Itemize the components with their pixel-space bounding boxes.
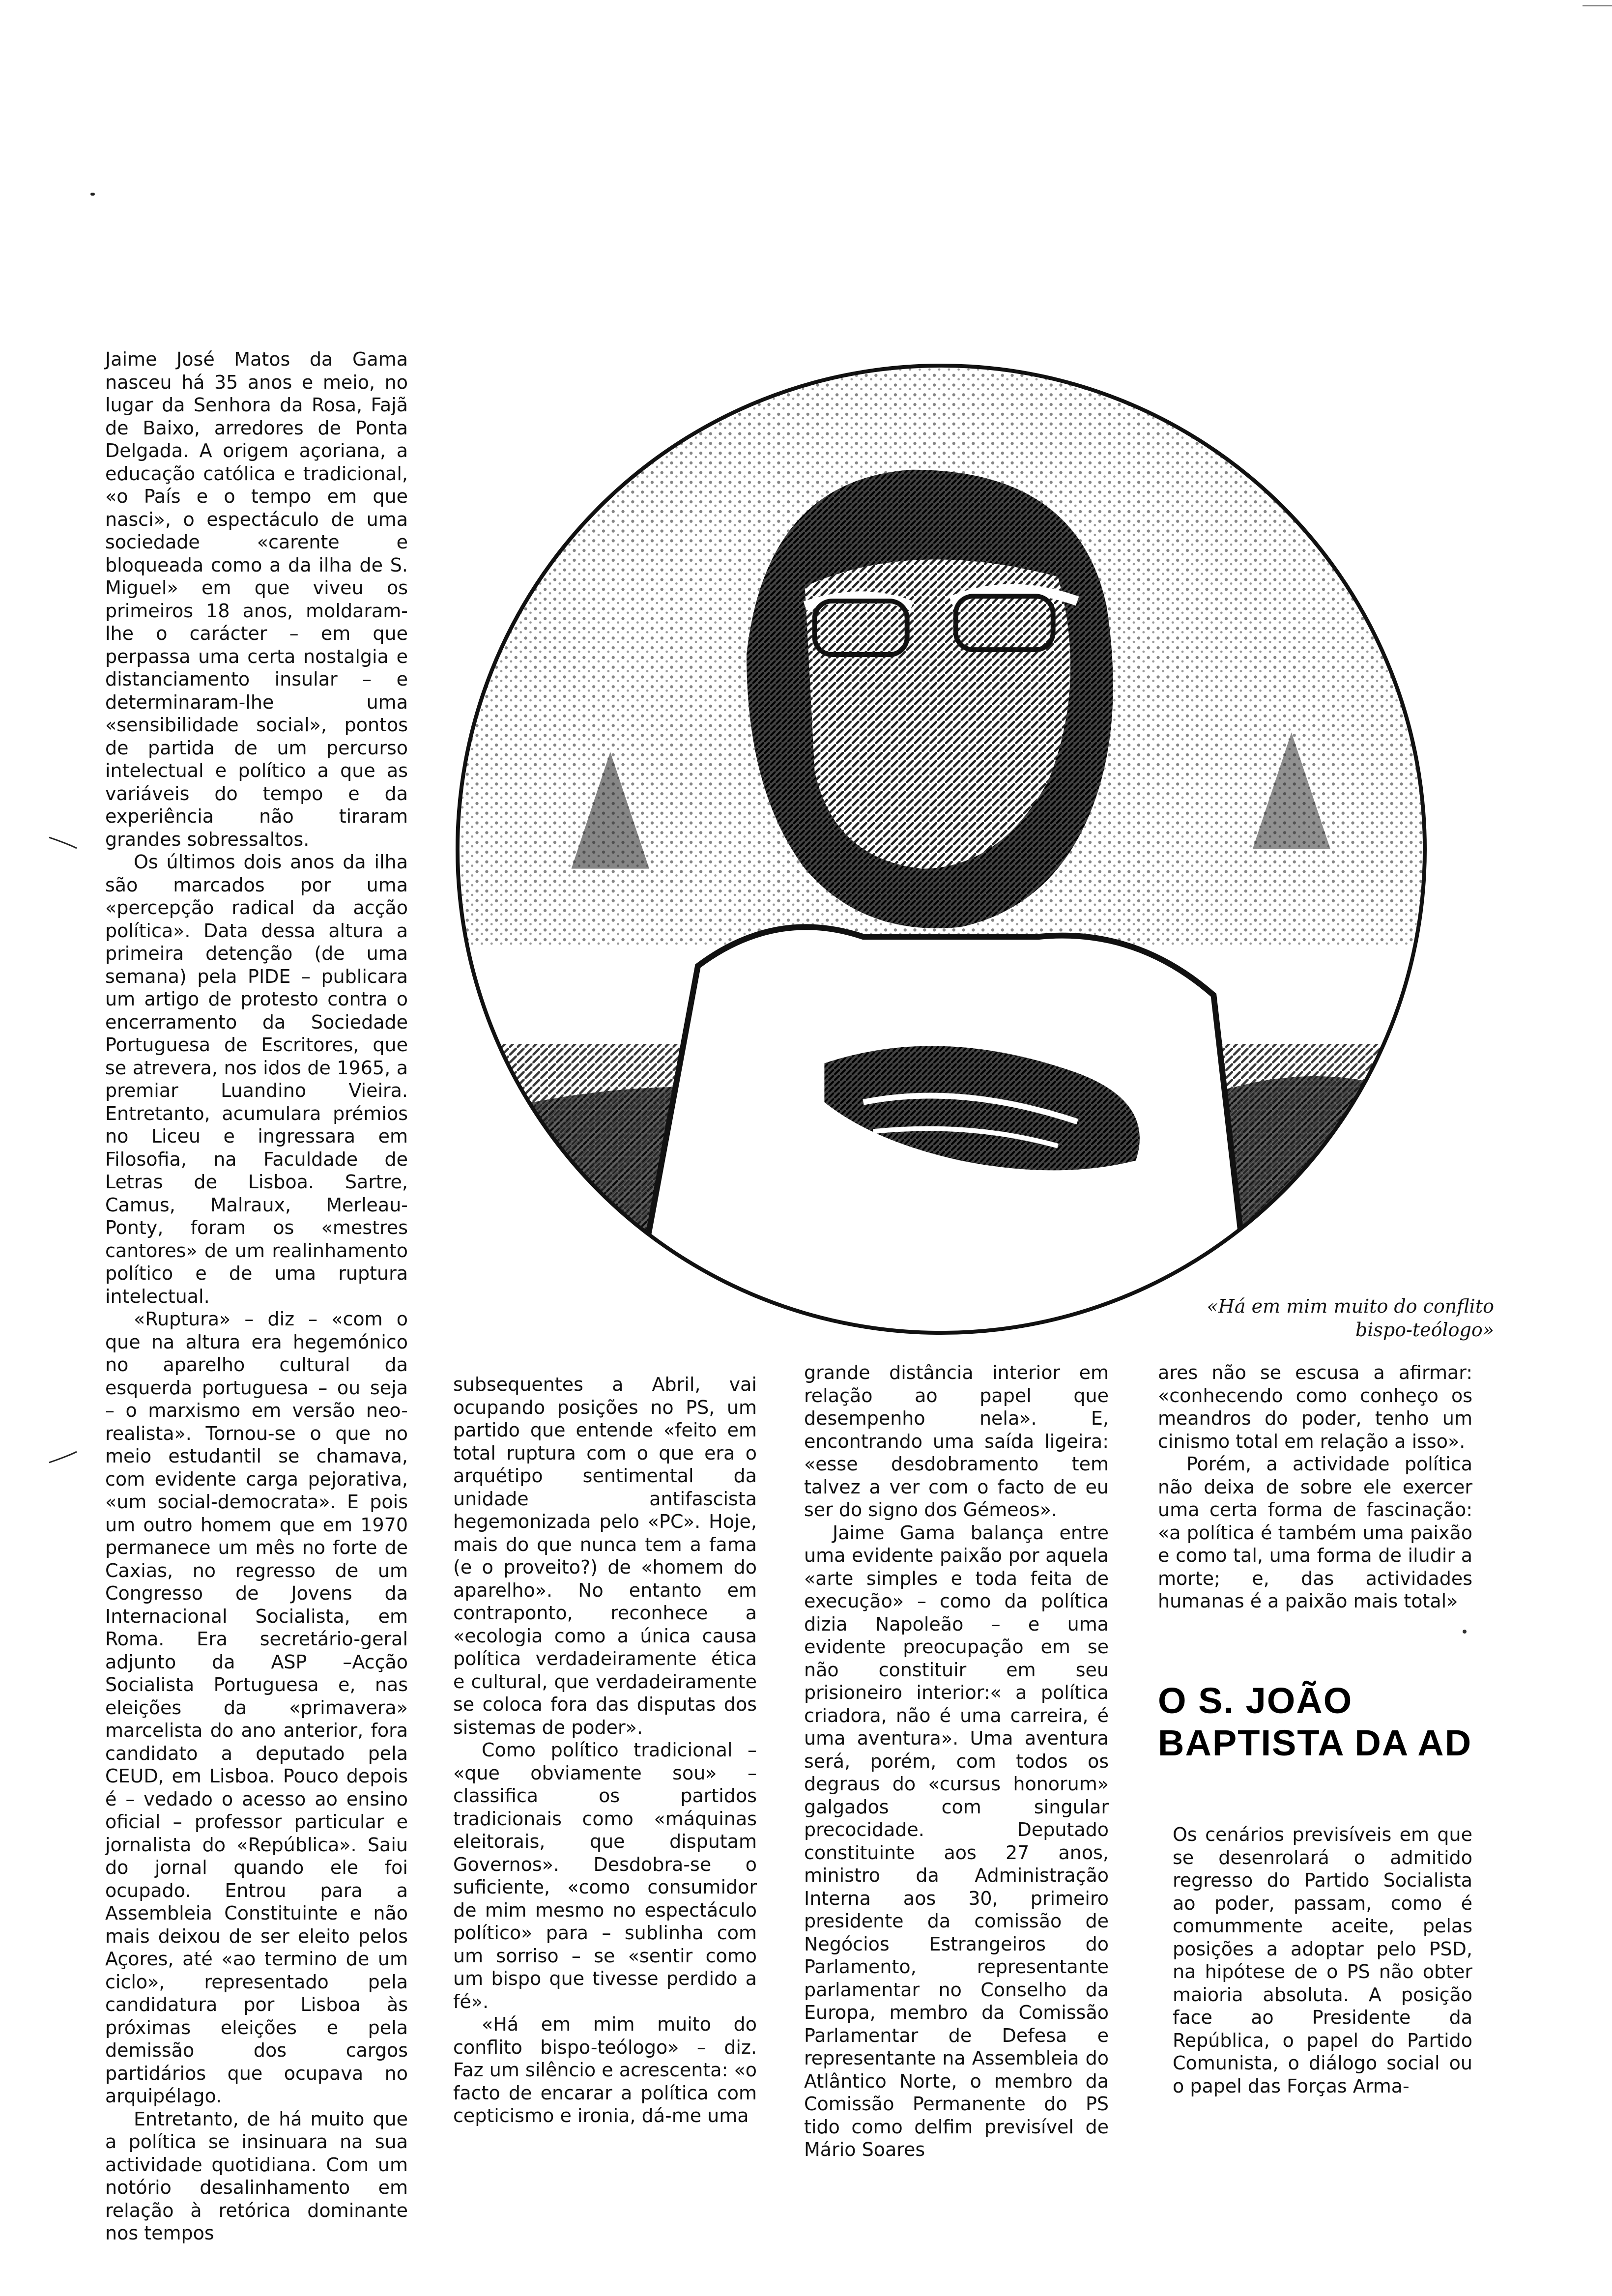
heading-line: BAPTISTA DA AD xyxy=(1158,1722,1472,1763)
heading-line: O S. JOÃO xyxy=(1158,1680,1353,1721)
paragraph: Jaime José Matos da Gama nasceu há 35 anos e meio, no lugar da Senhora da Rosa, Fajã de Baixo, arredores de Ponta Delgada. A origem açoriana, a educação católica e tradicional, «o País e o tempo em que nasci», o espectáculo de uma sociedade «carente e bloqueada como a da ilha de S. Miguel» em que viveu os primeiros 18 anos, moldaram-lhe o carácter – em que perpassa uma certa nostalgia e distanciamento insular – e determinaram-lhe uma «sensibilidade social», pontos de partida de um percurso intelectual e político a que as variáveis do tempo e da experiência não tiraram grandes sobressaltos. xyxy=(105,348,408,850)
article-column-1 xyxy=(105,348,408,2245)
paragraph: Porém, a actividade política não deixa de sobre ele exercer uma certa forma de fascinação: «a política é também uma paixão e como tal, uma forma de iludir a morte; e, das actividades humanas é a paixão mais total» xyxy=(1158,1453,1472,1612)
article-column-3 xyxy=(804,1361,1109,2161)
caption-line: bispo-teólogo» xyxy=(1355,1319,1494,1341)
section-heading xyxy=(1158,1680,1502,1764)
margin-mark xyxy=(48,1450,78,1464)
paragraph: ares não se escusa a afirmar: «conhecendo como conheço os meandros do poder, tenho um cinismo total em relação a isso». xyxy=(1158,1362,1472,1452)
print-speck xyxy=(90,193,95,196)
portrait-photo xyxy=(455,363,1428,1336)
paragraph: Entretanto, de há muito que a política se insinuara na sua actividade quotidiana. Com um notório desalinhamento em relação à retórica dominante nos tempos xyxy=(105,2108,408,2244)
paragraph: «Ruptura» – diz – «com o que na altura era hegemónico no aparelho cultural da esquerda portuguesa – ou seja – o marxismo em versão neo-realista». Tornou-se o que no meio estudantil se chamava, com evidente carga pejorativa, «um social-democrata». E pois um outro homem que em 1970 permanece um mês no forte de Caxias, no regresso de um Congresso de Jovens da Internacional Socialista, em Roma. Era secretário-geral adjunto da ASP –Acção Socialista Portuguesa e, nas eleições da «primavera» marcelista do ano anterior, fora candidato a deputado pela CEUD, em Lisboa. Pouco depois é – vedado o acesso ao ensino oficial – professor particular e jornalista do «República». Saiu do jornal quando ele foi ocupado. Entrou para a Assembleia Constituinte e não mais deixou de ser eleito pelos Açores, até «ao termino de um ciclo», representado pela candidatura por Lisboa às próximas eleições e pela demissão dos cargos partidários que ocupava no arquipélago. xyxy=(105,1308,408,2107)
article-column-4 xyxy=(1158,1361,1472,1613)
article-column-2 xyxy=(453,1373,757,2127)
article-column-5 xyxy=(1173,1823,1472,2097)
print-speck xyxy=(1463,1630,1467,1634)
paragraph: Como político tradicional – «que obviamente sou» – classifica os partidos tradicionais como «máquinas eleitorais, que disputam Governos». Desdobra-se o suficiente, «como consumidor de mim mesmo no espectáculo político» para – sublinha com um sorriso – se «sentir como um bispo que tivesse perdido a fé». xyxy=(453,1739,757,2012)
paragraph: Os últimos dois anos da ilha são marcados por uma «percepção radical da acção política». Data dessa altura a primeira detenção (de uma semana) pela PIDE – publicara um artigo de protesto contra o encerramento da Sociedade Portuguesa de Escritores, que se atrevera, nos idos de 1965, a premiar Luandino Vieira. Entretanto, acumulara prémios no Liceu e ingressara em Filosofia, na Faculdade de Letras de Lisboa. Sartre, Camus, Malraux, Merleau-Ponty, foram os «mestres cantores» de um realinhamento político e de uma ruptura intelectual. xyxy=(105,851,408,1307)
top-rule xyxy=(1583,5,1612,6)
caption-line: «Há em mim muito do conflito xyxy=(1207,1295,1494,1317)
paragraph: subsequentes a Abril, vai ocupando posições no PS, um partido que entende «feito em total ruptura com o que era o arquétipo sentimental da unidade antifascista hegemonizada pelo «PC». Hoje, mais do que nunca tem a fama (e o proveito?) de «homem do aparelho». No entanto em contraponto, reconhece a «ecologia como a única causa política verdadeiramente ética e cultural, que verdadeiramente se coloca fora das disputas dos sistemas de poder». xyxy=(453,1374,757,1738)
margin-mark xyxy=(48,835,78,850)
paragraph: «Há em mim muito do conflito bispo-teólogo» – diz. Faz um silêncio e acrescenta: «o facto de encarar a política com cepticismo e ironia, dá-me uma xyxy=(453,2013,757,2126)
photo-illustration xyxy=(455,363,1428,1336)
photo-caption xyxy=(1101,1294,1494,1342)
paragraph: Os cenários previsíveis em que se desenrolará o admitido regresso do Partido Socialista ao poder, passam, como é comummente aceite, pelas posições a adoptar pelo PSD, na hipótese de o PS não obter maioria absoluta. A posição face ao Presidente da República, o papel do Partido Comunista, o diálogo social ou o papel das Forças Arma- xyxy=(1173,1824,1472,2097)
paragraph: grande distância interior em relação ao papel que desempenho nela». E, encontrando uma saída ligeira: «esse desdobramento tem talvez a ver com o facto de eu ser do signo dos Gémeos». xyxy=(804,1362,1109,1521)
paragraph: Jaime Gama balança entre uma evidente paixão por aquela «arte simples e toda feita de execução» – como da política dizia Napoleão – e uma evidente preocupação em se não constituir em seu prisioneiro interior:« a política criadora, não é uma carreira, é uma aventura». Uma aventura será, porém, com todos os degraus do «cursus honorum» galgados com singular precocidade. Deputado constituinte aos 27 anos, ministro da Administração Interna aos 30, primeiro presidente da comissão de Negócios Estrangeiros do Parlamento, representante parlamentar no Conselho da Europa, membro da Comissão Parlamentar de Defesa e representante na Assembleia do Atlântico Norte, o membro da Comissão Permanente do PS tido como delfim previsível de Mário Soares xyxy=(804,1521,1109,2160)
